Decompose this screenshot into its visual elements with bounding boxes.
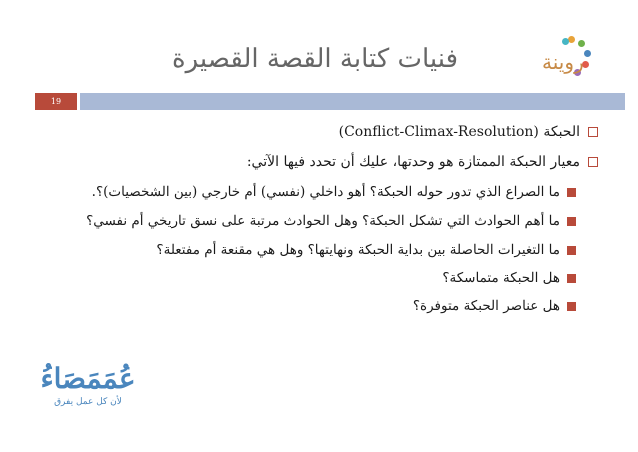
- sub-bullet-item: [442, 270, 576, 286]
- bullet-item: [339, 124, 598, 140]
- filled-square-bullet-icon: [567, 217, 576, 226]
- slide-number: 19: [35, 93, 77, 110]
- bottom-logo: [28, 362, 148, 407]
- sub-bullet-item: [413, 298, 576, 314]
- filled-square-bullet-icon: [567, 246, 576, 255]
- sub-bullet-text: ما الصراع الذي تدور حوله الحبكة؟ أهو داخلي (نفسي) أم خارجي (بين الشخصيات)؟.: [91, 184, 560, 200]
- bottom-logo-text: عُمَمَصَاءُ: [40, 362, 136, 395]
- hollow-square-bullet-icon: [588, 157, 598, 167]
- sub-bullet-text: هل عناصر الحبكة متوفرة؟: [412, 298, 560, 314]
- title-underline-bar: [80, 93, 625, 110]
- sub-bullet-text: ما التغيرات الحاصلة بين بداية الحبكة ونهايتها؟ وهل هي مقنعة أم مفتعلة؟: [156, 242, 560, 258]
- filled-square-bullet-icon: [567, 302, 576, 311]
- sub-bullet-item: [92, 184, 576, 200]
- logo-dot-icon: [584, 50, 591, 57]
- hollow-square-bullet-icon: [588, 127, 598, 137]
- sub-bullet-item: [156, 242, 576, 258]
- logo-dot-icon: [562, 38, 569, 45]
- logo-dot-icon: [578, 40, 585, 47]
- sub-bullet-item: [86, 213, 576, 229]
- bottom-logo-tagline: لأن كل عمل يفرق: [54, 397, 122, 407]
- slide-title: فنيات كتابة القصة القصيرة: [171, 44, 459, 74]
- logo-dot-icon: [568, 36, 575, 43]
- filled-square-bullet-icon: [567, 274, 576, 283]
- top-logo-text: روينة: [542, 50, 584, 74]
- bullet-text: معيار الحبكة الممتازة هو وحدتها، عليك أن تحدد فيها الآتي:: [246, 154, 580, 170]
- sub-bullet-text: هل الحبكة متماسكة؟: [442, 270, 560, 286]
- sub-bullet-text: ما أهم الحوادث التي تشكل الحبكة؟ وهل الحوادث مرتبة على نسق تاريخي أم نفسي؟: [86, 213, 560, 229]
- bullet-text: الحبكة (Conflict-Climax-Resolution): [338, 124, 580, 140]
- bullet-item: [247, 154, 598, 170]
- filled-square-bullet-icon: [567, 188, 576, 197]
